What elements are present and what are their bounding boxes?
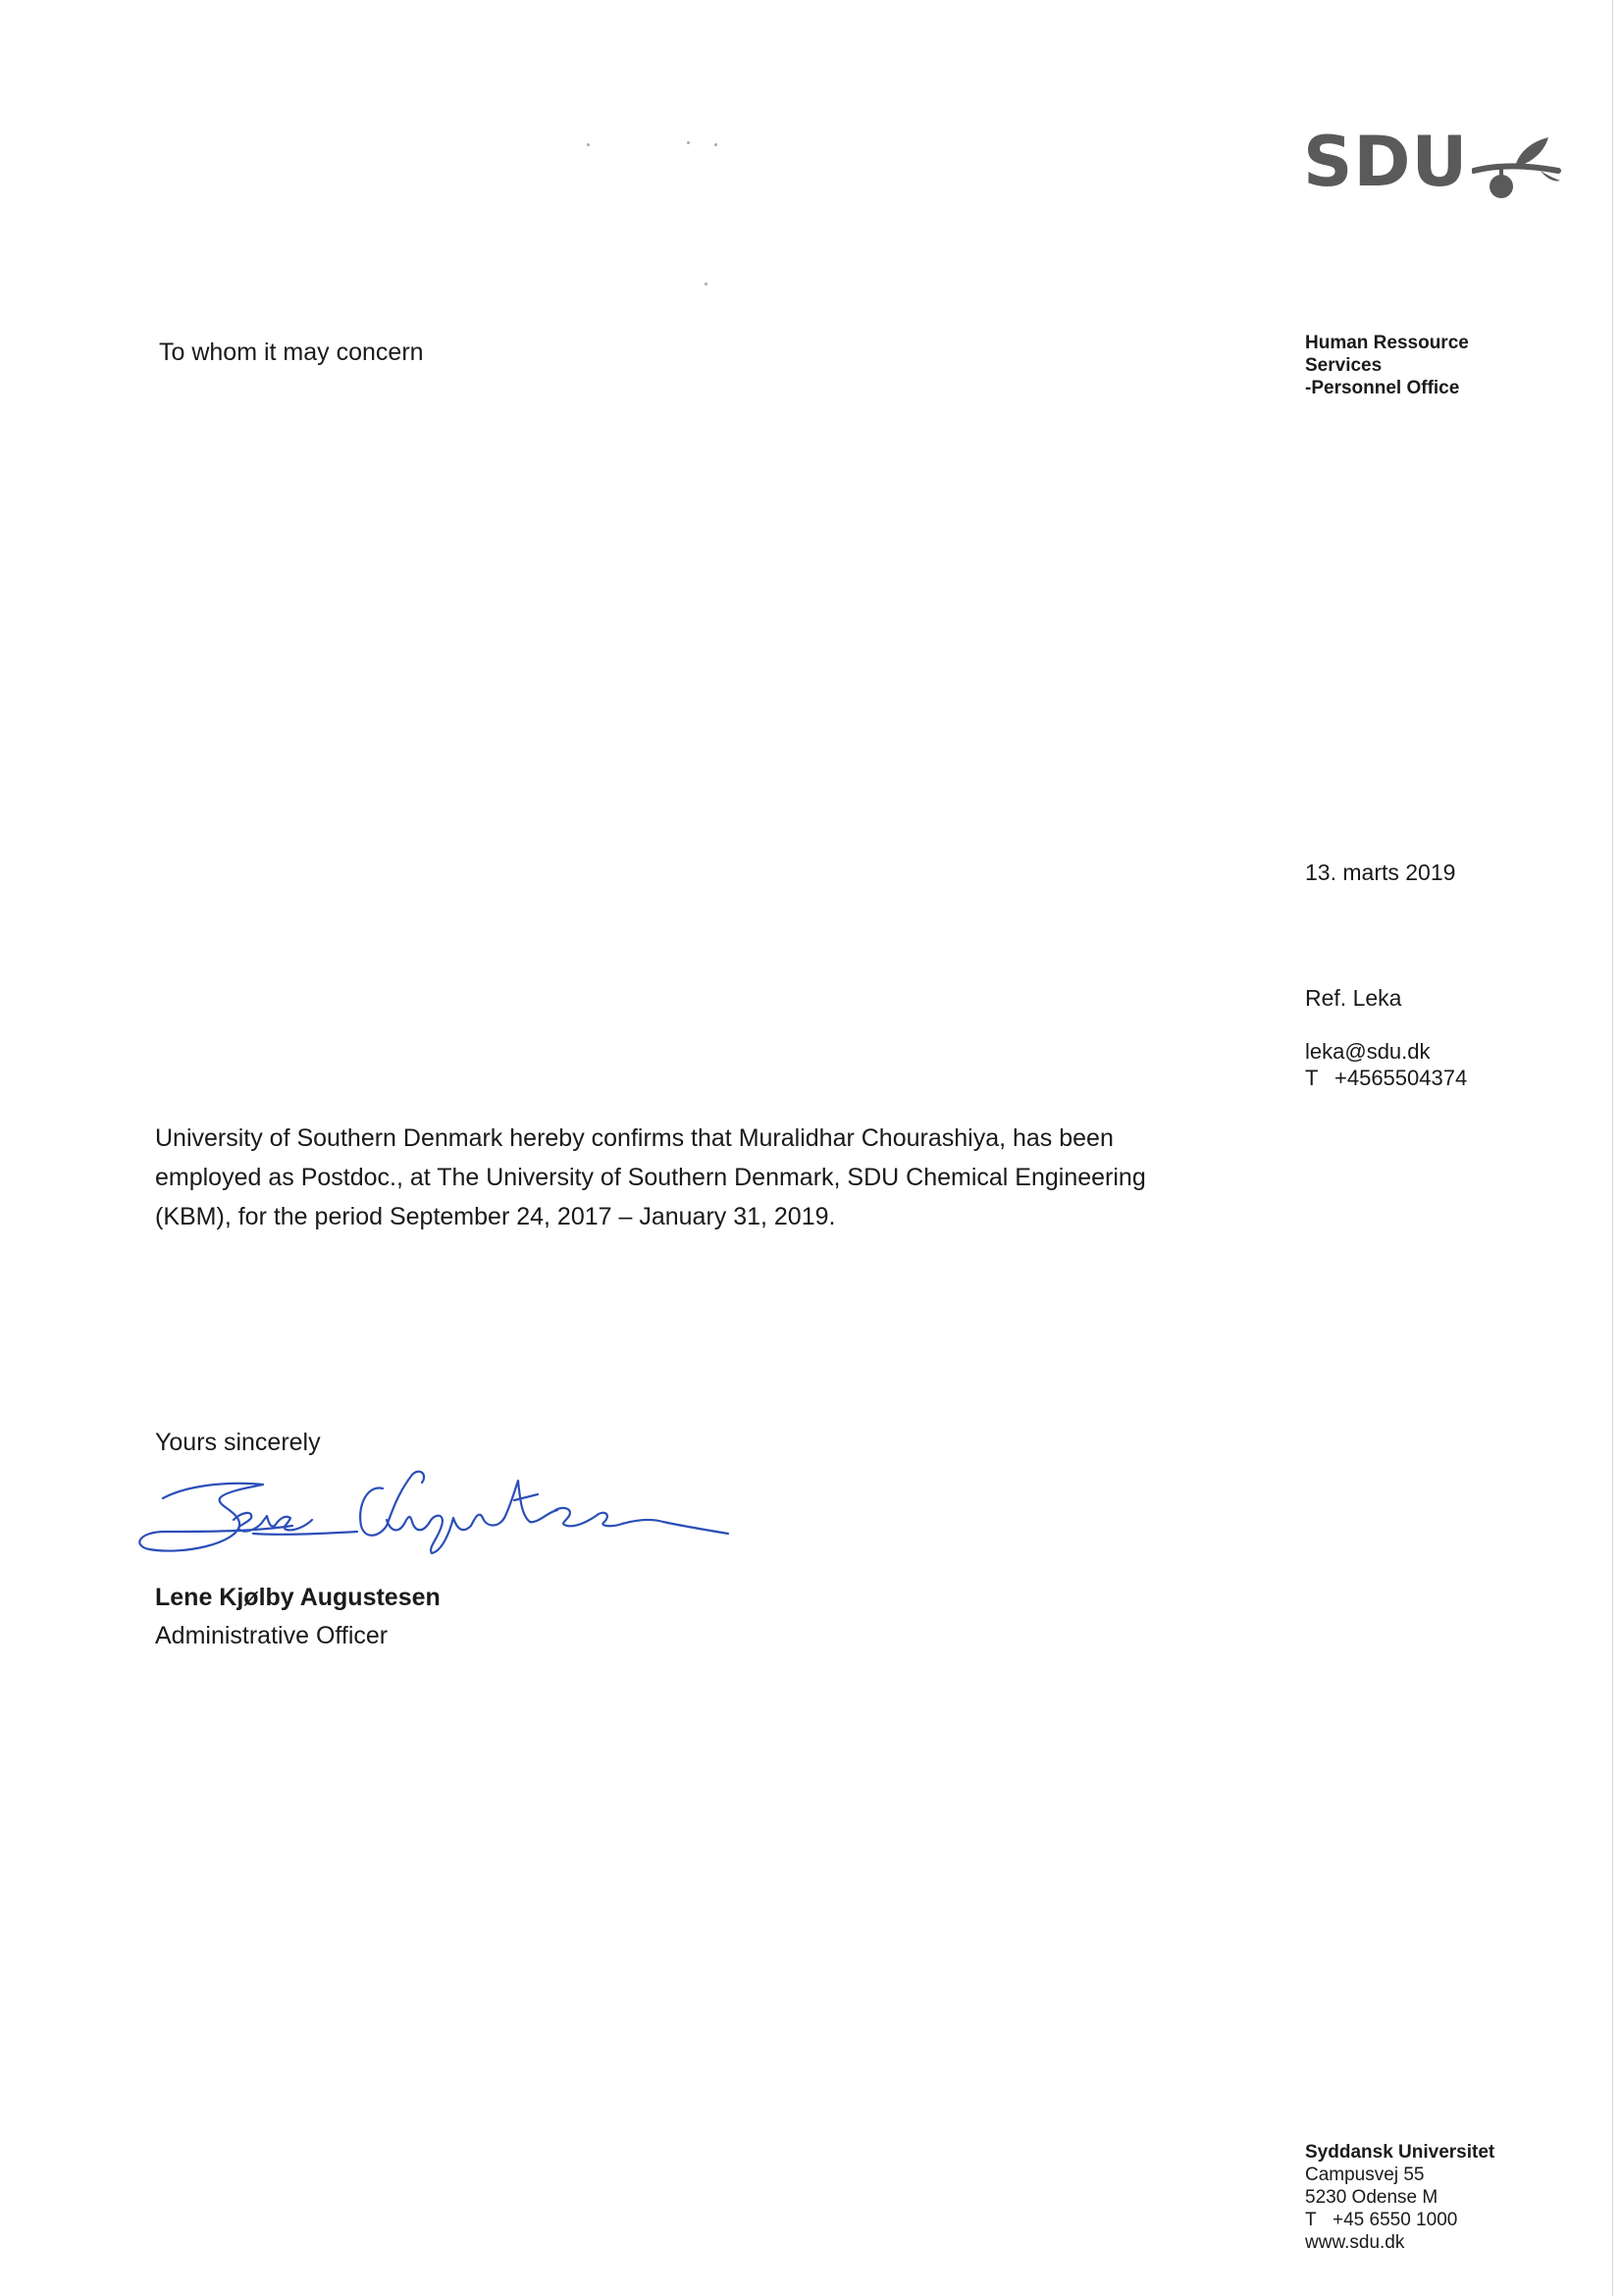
contact-block xyxy=(1305,1038,1467,1091)
footer-street: Campusvej 55 xyxy=(1305,2165,1425,2185)
contact-phone: +4565504374 xyxy=(1334,1066,1468,1090)
contact-phone-row xyxy=(1305,1065,1467,1091)
reference: Ref. Leka xyxy=(1305,985,1402,1011)
department-line: -Personnel Office xyxy=(1305,378,1460,398)
footer-city: 5230 Odense M xyxy=(1305,2187,1438,2208)
sdu-logo xyxy=(1303,122,1558,214)
phone-prefix: T xyxy=(1305,1066,1319,1090)
department-block xyxy=(1305,332,1469,399)
footer-website: www.sdu.dk xyxy=(1305,2232,1405,2253)
body-paragraph: University of Southern Denmark hereby confirms that Muralidhar Chourashiya, has been employed as Postdoc., at The University of Southern Denmark, SDU Chemical Engineering (KBM), for the period September 24, 2017 – January 31, 2019. xyxy=(155,1124,1146,1230)
closing: Yours sincerely xyxy=(155,1429,321,1456)
footer-university-name: Syddansk Universitet xyxy=(1305,2142,1495,2163)
footer-address xyxy=(1305,2141,1494,2254)
handwritten-signature xyxy=(126,1437,773,1575)
contact-email: leka@sdu.dk xyxy=(1305,1039,1431,1064)
olive-branch-icon xyxy=(1472,131,1562,200)
footer-phone: +45 6550 1000 xyxy=(1333,2210,1458,2230)
signer-title: Administrative Officer xyxy=(155,1622,389,1649)
department-line: Services xyxy=(1305,355,1383,376)
letter-date: 13. marts 2019 xyxy=(1305,860,1456,885)
scan-speck xyxy=(687,141,690,144)
scan-speck xyxy=(714,143,717,146)
letter-body xyxy=(155,1119,1176,1236)
scan-speck xyxy=(705,283,707,286)
salutation: To whom it may concern xyxy=(159,339,424,366)
phone-prefix: T xyxy=(1305,2210,1317,2230)
logo-text: SDU xyxy=(1303,122,1469,202)
footer-phone-row xyxy=(1305,2209,1494,2231)
signer-name: Lene Kjølby Augustesen xyxy=(155,1584,441,1611)
department-line: Human Ressource xyxy=(1305,333,1469,353)
page-edge-line xyxy=(1612,0,1613,2296)
scan-speck xyxy=(587,143,590,146)
